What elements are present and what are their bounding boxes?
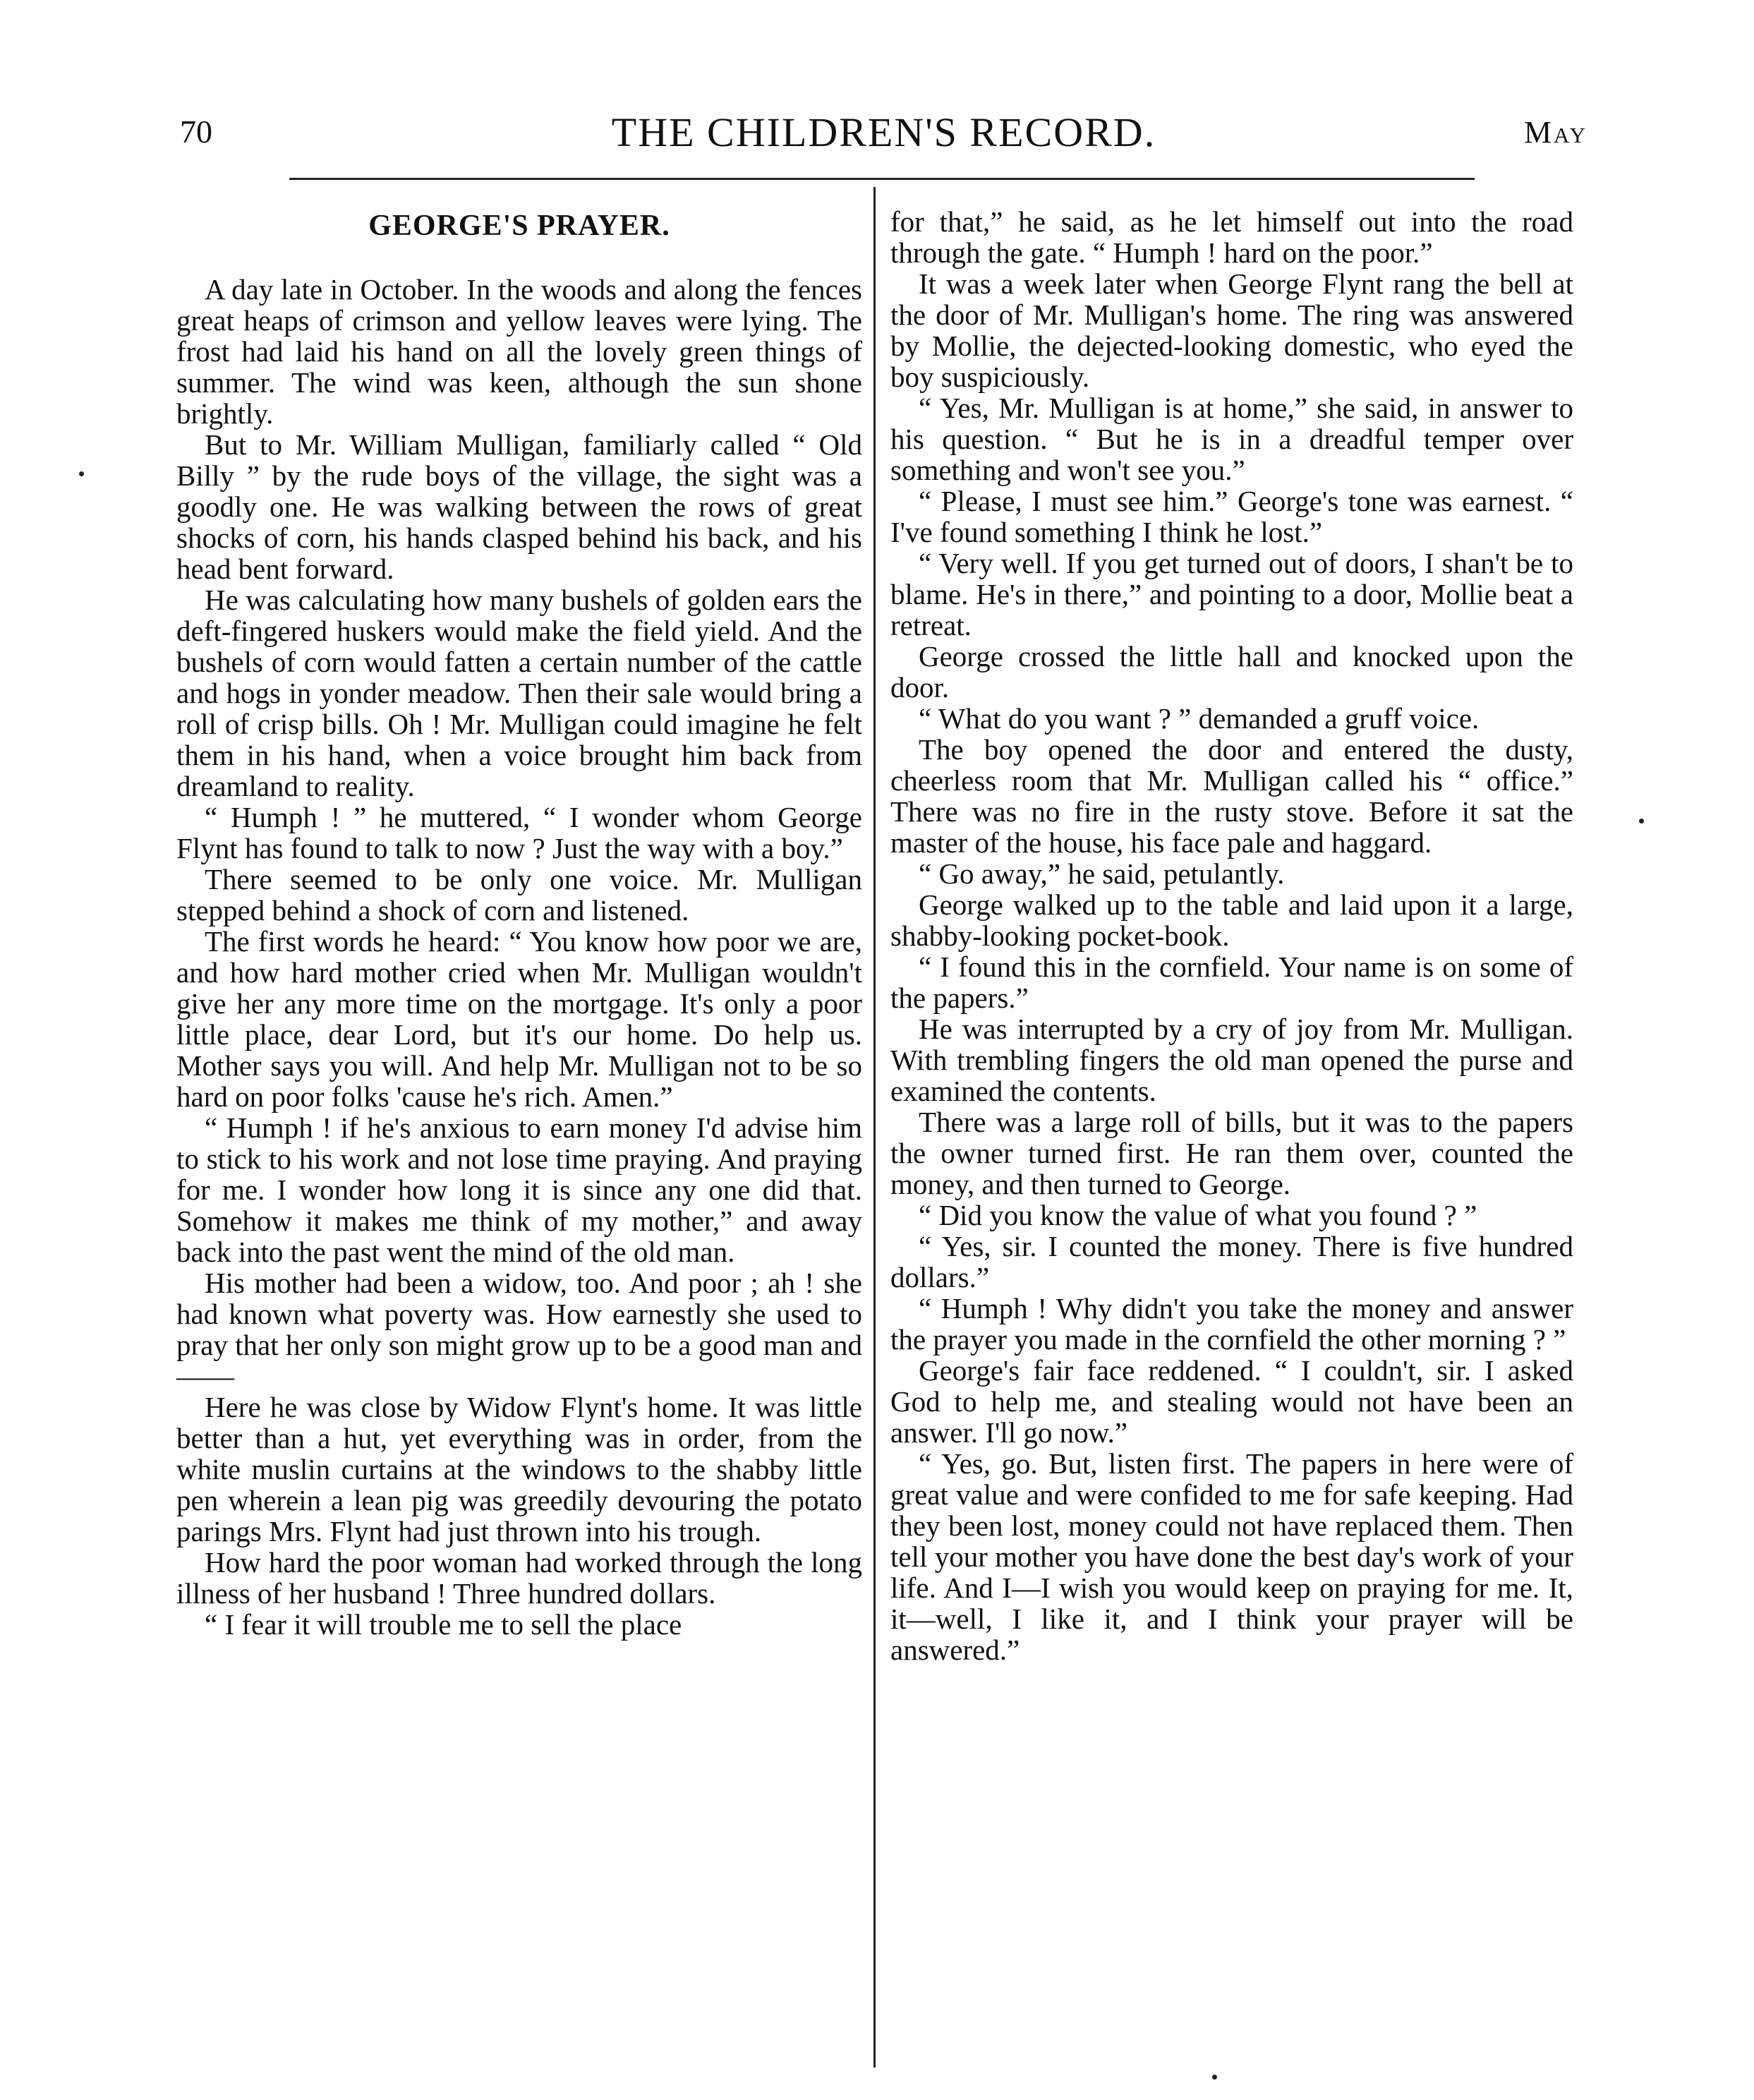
right-paragraph: “ Please, I must see him.” George's tone was earnest. “ I've found something I think he lost.” <box>890 485 1573 548</box>
column-divider <box>873 187 876 2068</box>
left-column <box>176 205 862 1640</box>
left-paragraph: “ Humph ! ” he muttered, “ I wonder whom George Flynt has found to talk to now ? Just the way with a boy.” <box>176 801 862 864</box>
print-speck <box>1212 2075 1217 2080</box>
right-continuation: for that,” he said, as he let himself out into the road through the gate. “ Humph ! hard on the poor.” <box>890 205 1573 269</box>
left-paragraph: The first words he heard: “ You know how poor we are, and how hard mother cried when Mr. Mulligan wouldn't give her any more time on the mortgage. It's only a poor little place, dear Lord, but it's our home. Do help us. Mother says you will. And help Mr. Mulligan not to be so hard on poor folks 'cause he's rich. Amen.” <box>176 925 862 1113</box>
print-speck <box>1639 819 1644 823</box>
right-paragraph: He was interrupted by a cry of joy from Mr. Mulligan. With trembling fingers the old man opened the purse and examined the contents. <box>890 1013 1573 1107</box>
right-paragraph: “ Yes, go. But, listen first. The papers in here were of great value and were confided to me for safe keeping. Had they been lost, money could not have replaced them. Then tell your mother you have done the best day's work of your life. And I—I wish you would keep on praying for me. It, it—well, I like it, and I think your prayer will be answered.” <box>890 1447 1573 1666</box>
journal-title: THE CHILDREN'S RECORD. <box>611 109 1156 155</box>
right-paragraph: There was a large roll of bills, but it was to the papers the owner turned first. He ran them over, counted the money, and then turned to George. <box>890 1106 1573 1200</box>
left-paragraph: “ Humph ! if he's anxious to earn money I'd advise him to stick to his work and not lose time praying. And praying for me. I wonder how long it is since any one did that. Somehow it makes me think of my mother,” and away back into the past went the mind of the old man. <box>176 1111 862 1268</box>
right-paragraph: “ Did you know the value of what you found ? ” <box>919 1199 1477 1231</box>
right-paragraph: George's fair face reddened. “ I couldn't, sir. I asked God to help me, and stealing would not have been an answer. I'll go now.” <box>890 1354 1573 1449</box>
left-paragraph: “ I fear it will trouble me to sell the place <box>205 1608 682 1641</box>
print-speck <box>79 471 84 476</box>
right-paragraph: George walked up to the table and laid upon it a large, shabby-looking pocket-book. <box>890 888 1573 952</box>
right-paragraph: The boy opened the door and entered the dusty, cheerless room that Mr. Mulligan called his “ office.” There was no fire in the rusty stove. Before it sat the master of the house, his face pale and haggard. <box>890 733 1573 859</box>
left-paragraph: But to Mr. William Mulligan, familiarly called “ Old Billy ” by the rude boys of the village, the sight was a goodly one. He was walking between the rows of great shocks of corn, his hands clasped behind his back, and his head bent forward. <box>176 428 862 585</box>
right-paragraph: “ Very well. If you get turned out of doors, I shan't be to blame. He's in there,” and pointing to a door, Mollie beat a retreat. <box>890 547 1573 641</box>
left-paragraph: A day late in October. In the woods and along the fences great heaps of crimson and yellow leaves were lying. The frost had laid his hand on all the lovely green things of summer. The wind was keen, although the sun shone brightly. <box>176 273 862 430</box>
right-column <box>890 206 1573 1665</box>
right-paragraph: “ Go away,” he said, petulantly. <box>919 857 1285 890</box>
right-paragraph: “ Yes, sir. I counted the money. There is five hundred dollars.” <box>890 1230 1573 1293</box>
right-paragraph: “ Yes, Mr. Mulligan is at home,” she said, in answer to his question. “ But he is in a dreadful temper over something and won't see you.” <box>890 392 1573 486</box>
right-paragraph: “ What do you want ? ” demanded a gruff voice. <box>919 702 1480 735</box>
issue-month: May <box>1523 115 1587 150</box>
article-title: GEORGE'S PRAYER. <box>368 210 670 242</box>
left-paragraph: He was calculating how many bushels of golden ears the deft-fingered huskers would make the field yield. And the bushels of corn would fatten a certain number of the cattle and hogs in yonder meadow. Then their sale would bring a roll of crisp bills. Oh ! Mr. Mulligan could imagine he felt them in his hand, when a voice brought him back from dreamland to reality. <box>176 584 862 802</box>
right-paragraph: “ I found this in the cornfield. Your name is on some of the papers.” <box>890 951 1573 1014</box>
left-paragraph: His mother had been a widow, too. And poor ; ah ! she had known what poverty was. How earnestly she used to pray that her only son might grow up to be a good man and—— <box>176 1267 862 1392</box>
right-paragraph: It was a week later when George Flynt rang the bell at the door of Mr. Mulligan's home. The ring was answered by Mollie, the dejected-looking domestic, who eyed the boy suspiciously. <box>890 267 1573 393</box>
left-paragraph: How hard the poor woman had worked through the long illness of her husband ! Three hundred dollars. <box>176 1546 862 1610</box>
left-paragraph: Here he was close by Widow Flynt's home. It was little better than a hut, yet everything was in order, from the white muslin curtains at the windows to the shabby little pen wherein a lean pig was greedily devouring the potato parings Mrs. Flynt had just thrown into his trough. <box>176 1391 862 1547</box>
left-paragraph: There seemed to be only one voice. Mr. Mulligan stepped behind a shock of corn and listened. <box>176 863 862 927</box>
right-paragraph: “ Humph ! Why didn't you take the money and answer the prayer you made in the cornfield the other morning ? ” <box>890 1292 1573 1356</box>
header-rule <box>289 178 1475 180</box>
page-header <box>180 109 1587 162</box>
page-number: 70 <box>180 114 212 150</box>
right-paragraph: George crossed the little hall and knocked upon the door. <box>890 640 1573 704</box>
